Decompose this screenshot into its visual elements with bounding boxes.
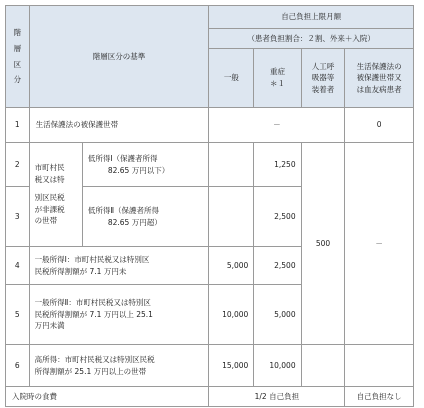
criteria-cell (29, 285, 209, 345)
header-limit-subtitle: （患者負担割合：２割、外来＋入院） (209, 29, 414, 49)
criteria-line: 万円未満 (34, 321, 65, 331)
header-tier (6, 6, 30, 108)
header-criteria: 階層区分の基準 (29, 6, 209, 108)
meal-welfare-cell: 自己負担なし (345, 387, 414, 407)
header-ventilator-line: 人工呼 (311, 61, 335, 71)
fee-table (5, 5, 414, 407)
criteria-line: 低所得Ⅱ（保護者所得 (87, 205, 160, 215)
criteria-line: 一般所得Ⅱ：市町村民税又は特別区 (34, 298, 151, 308)
ventilator-cell (301, 345, 345, 387)
table-row (6, 143, 414, 187)
severe-cell: 5,000 (254, 285, 301, 345)
tier-number: 6 (6, 345, 30, 387)
criteria-cell (29, 345, 209, 387)
header-welfare (345, 49, 414, 108)
severe-cell: 2,500 (254, 187, 301, 247)
criteria-line: 82.65 万円超） (107, 217, 162, 227)
welfare-cell: 0 (345, 108, 414, 143)
tier-number: 2 (6, 143, 30, 187)
criteria-line: 民税所得割額が 7.1 万円未 (34, 266, 127, 276)
criteria-line: 民税所得割額が 7.1 万円以上 25.1 (34, 309, 153, 319)
criteria-cell: 生活保護法の被保護世帯 (29, 108, 209, 143)
header-severe-line: ＊１ (269, 79, 285, 88)
header-tier-char: 分 (13, 75, 22, 85)
tier-number: 1 (6, 108, 30, 143)
meal-label: 入院時の食費 (6, 387, 209, 407)
general-cell: 10,000 (209, 285, 254, 345)
table-row-meals (6, 387, 414, 407)
ventilator-cell: 500 (301, 143, 345, 345)
criteria-line: 低所得Ⅰ（保護者所得 (87, 153, 158, 163)
criteria-cell (82, 187, 209, 247)
table-row (6, 345, 414, 387)
header-welfare-line: は血友病患者 (356, 84, 402, 94)
header-severe-line: 重症 (269, 67, 285, 77)
welfare-cell (345, 345, 414, 387)
header-row-1 (6, 6, 414, 29)
group-line: の世帯 (34, 216, 58, 226)
header-tier-char: 層 (13, 43, 22, 53)
tier-number: 4 (6, 247, 30, 285)
header-ventilator (301, 49, 345, 108)
severe-cell: 1,250 (254, 143, 301, 187)
criteria-line: 一般所得Ⅰ：市町村民税又は特別区 (34, 254, 150, 264)
table-row (6, 108, 414, 143)
header-severe (254, 49, 301, 108)
general-cell (209, 187, 254, 247)
general-cell: 15,000 (209, 345, 254, 387)
general-cell: 5,000 (209, 247, 254, 285)
meal-merged-cell: 1/2 自己負担 (209, 387, 345, 407)
header-limit-title: 自己負担上限月額 (209, 6, 414, 29)
general-cell (209, 143, 254, 187)
criteria-line: 82.65 万円以下） (107, 165, 170, 175)
group-line: 市町村民 (34, 162, 65, 172)
criteria-line: 高所得：市町村民税又は特別区民税 (34, 354, 155, 364)
non-taxable-group (29, 143, 82, 247)
tier-number: 3 (6, 187, 30, 247)
merged-limit-cell: － (209, 108, 345, 143)
criteria-cell (29, 247, 209, 285)
header-welfare-line: 生活保護法の (356, 61, 402, 71)
header-general: 一般 (209, 49, 254, 108)
header-tier-char: 階 (13, 28, 22, 37)
header-welfare-line: 被保護世帯又 (356, 73, 402, 83)
header-ventilator-line: 吸器等 (311, 73, 335, 83)
header-ventilator-line: 装着者 (311, 84, 335, 94)
criteria-line: 所得割額が 25.1 万円以上の世帯 (34, 366, 147, 376)
group-line: が非課税 (34, 204, 65, 214)
severe-cell: 2,500 (254, 247, 301, 285)
welfare-cell: － (345, 143, 414, 345)
header-tier-char: 区 (13, 59, 22, 69)
group-line: 別区民税 (34, 193, 65, 203)
group-line: 税又は特 (34, 174, 65, 184)
severe-cell: 10,000 (254, 345, 301, 387)
criteria-cell (82, 143, 209, 187)
fee-table-container (5, 5, 414, 407)
tier-number: 5 (6, 285, 30, 345)
